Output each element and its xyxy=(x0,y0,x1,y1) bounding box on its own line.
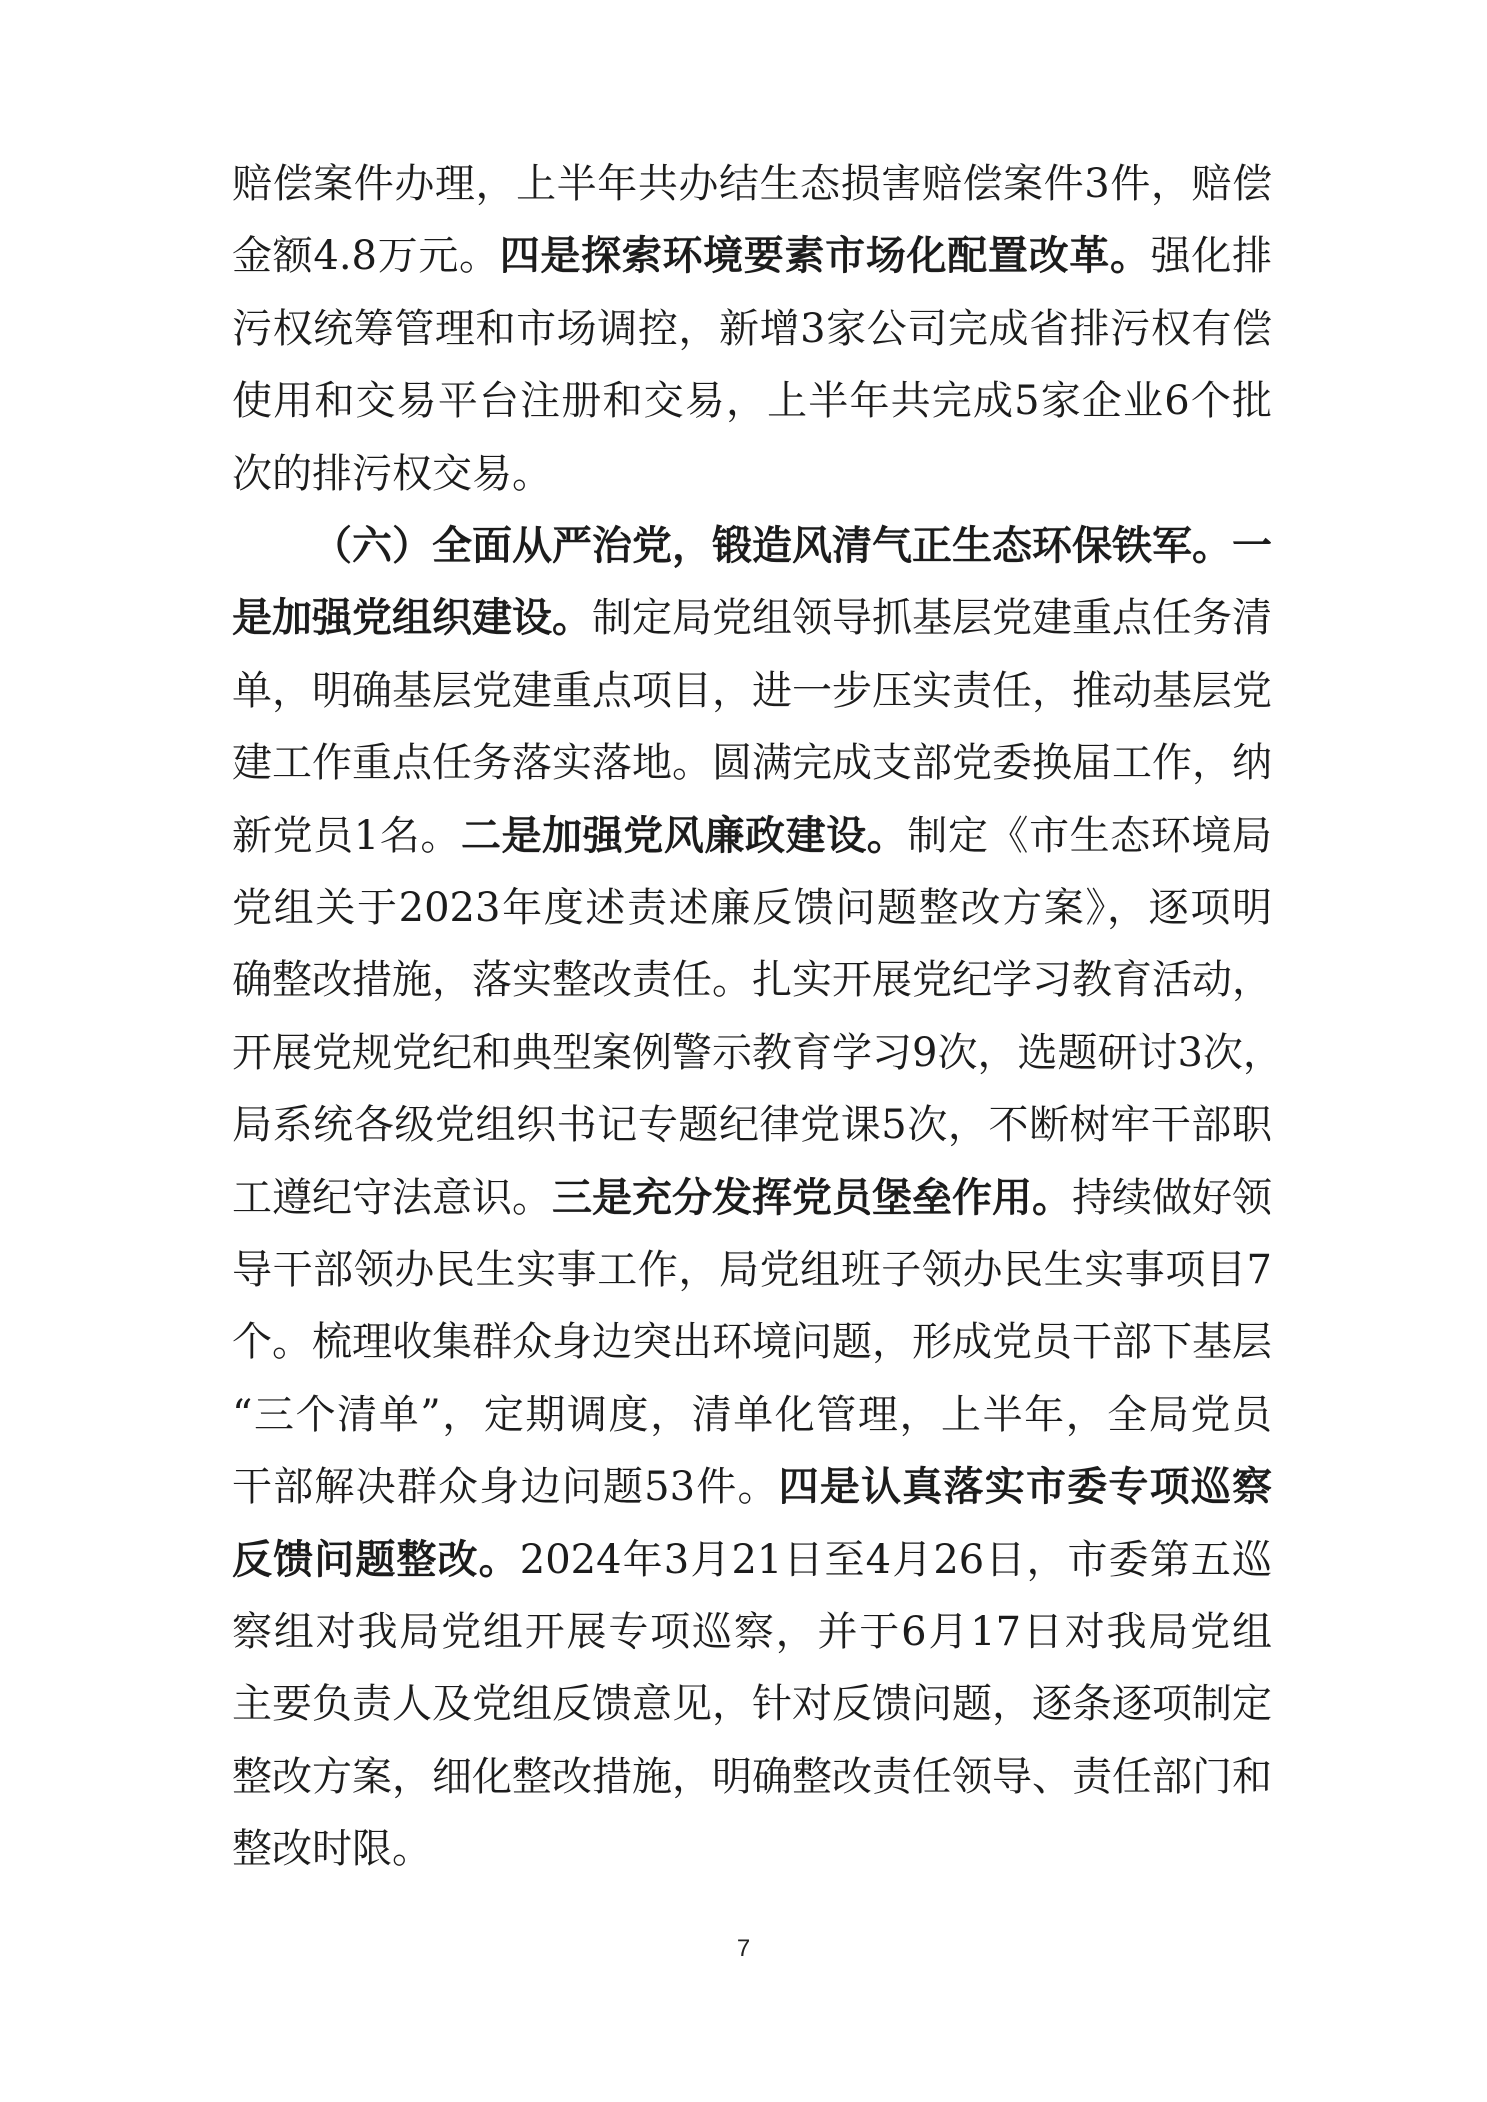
text-segment: 干部解决群众身边问题53件。 xyxy=(232,1464,779,1511)
text-line xyxy=(232,438,1272,510)
text-segment: 制定《市生态环境局 xyxy=(907,812,1273,859)
text-segment: 整改方案，细化整改措施，明确整改责任领导、责任部门和 xyxy=(232,1753,1272,1800)
text-line xyxy=(232,944,1272,1016)
text-segment: 制定局党组领导抓基层党建重点任务清 xyxy=(592,595,1272,642)
text-line xyxy=(232,1813,1272,1885)
bold-text-segment: 四是探索环境要素市场化配置改革。 xyxy=(499,232,1151,280)
text-segment: 2024年3月21日至4月26日，市委第五巡 xyxy=(519,1536,1272,1583)
text-segment: 工遵纪守法意识。 xyxy=(232,1174,552,1221)
text-segment: 强化排 xyxy=(1150,233,1273,280)
text-segment: 建工作重点任务落实落地。圆满完成支部党委换届工作，纳 xyxy=(232,740,1272,787)
text-line xyxy=(232,148,1272,220)
bold-text-segment: 三是充分发挥党员堡垒作用。 xyxy=(552,1173,1072,1221)
text-line xyxy=(312,510,1272,582)
text-line xyxy=(232,1379,1272,1451)
text-line xyxy=(232,1596,1272,1668)
text-line xyxy=(232,1234,1272,1306)
text-line xyxy=(232,1017,1283,1089)
text-segment: 察组对我局党组开展专项巡察，并于6月17日对我局党组 xyxy=(232,1609,1272,1655)
text-line xyxy=(232,1451,1272,1523)
text-line xyxy=(232,365,1272,437)
bold-text-segment: 四是认真落实市委专项巡察 xyxy=(778,1463,1273,1511)
text-line xyxy=(232,1162,1272,1234)
text-segment: “三个清单”，定期调度，清单化管理，上半年，全局党员 xyxy=(232,1391,1272,1438)
text-line xyxy=(232,1306,1272,1378)
text-line xyxy=(232,1524,1272,1596)
text-segment: 持续做好领 xyxy=(1072,1174,1272,1221)
text-segment: 金额4.8万元。 xyxy=(232,233,500,280)
text-segment: 整改时限。 xyxy=(232,1826,432,1873)
text-line xyxy=(232,1668,1272,1740)
bold-text-segment: （六）全面从严治党，锻造风清气正生态环保铁军。一 xyxy=(312,522,1272,569)
text-line xyxy=(232,1741,1272,1813)
text-line xyxy=(232,727,1272,799)
text-segment: 赔偿案件办理，上半年共办结生态损害赔偿案件3件，赔偿 xyxy=(232,161,1272,207)
bold-text-segment: 是加强党组织建设。 xyxy=(232,594,592,642)
text-line xyxy=(232,293,1272,365)
text-segment: 主要负责人及党组反馈意见，针对反馈问题，逐条逐项制定 xyxy=(232,1681,1272,1728)
text-segment: 导干部领办民生实事工作，局党组班子领办民生实事项目7 xyxy=(232,1247,1272,1293)
page-number: 7 xyxy=(736,1935,751,1962)
text-line xyxy=(232,872,1272,944)
text-segment: 使用和交易平台注册和交易，上半年共完成5家企业6个批 xyxy=(232,378,1272,425)
text-segment: 确整改措施，落实整改责任。扎实开展党纪学习教育活动， xyxy=(232,957,1272,1004)
text-line xyxy=(232,582,1272,654)
text-line xyxy=(232,800,1272,872)
text-segment: 党组关于2023年度述责述廉反馈问题整改方案》，逐项明 xyxy=(232,885,1272,931)
text-segment: 新党员1名。 xyxy=(232,812,461,859)
bold-text-segment: 二是加强党风廉政建设。 xyxy=(460,811,908,859)
text-segment: 污权统筹管理和市场调控，新增3家公司完成省排污权有偿 xyxy=(232,305,1272,352)
text-segment: 个。梳理收集群众身边突出环境问题，形成党员干部下基层 xyxy=(232,1319,1272,1366)
bold-text-segment: 反馈问题整改。 xyxy=(232,1535,520,1583)
text-segment: 开展党规党纪和典型案例警示教育学习9次，选题研讨3次， xyxy=(232,1029,1283,1076)
text-segment: 局系统各级党组织书记专题纪律党课5次，不断树牢干部职 xyxy=(232,1102,1272,1149)
text-segment: 单，明确基层党建重点项目，进一步压实责任，推动基层党 xyxy=(232,667,1272,714)
text-segment: 次的排污权交易。 xyxy=(232,450,552,497)
text-line xyxy=(232,220,1272,292)
text-line xyxy=(232,655,1272,727)
text-line xyxy=(232,1089,1272,1161)
